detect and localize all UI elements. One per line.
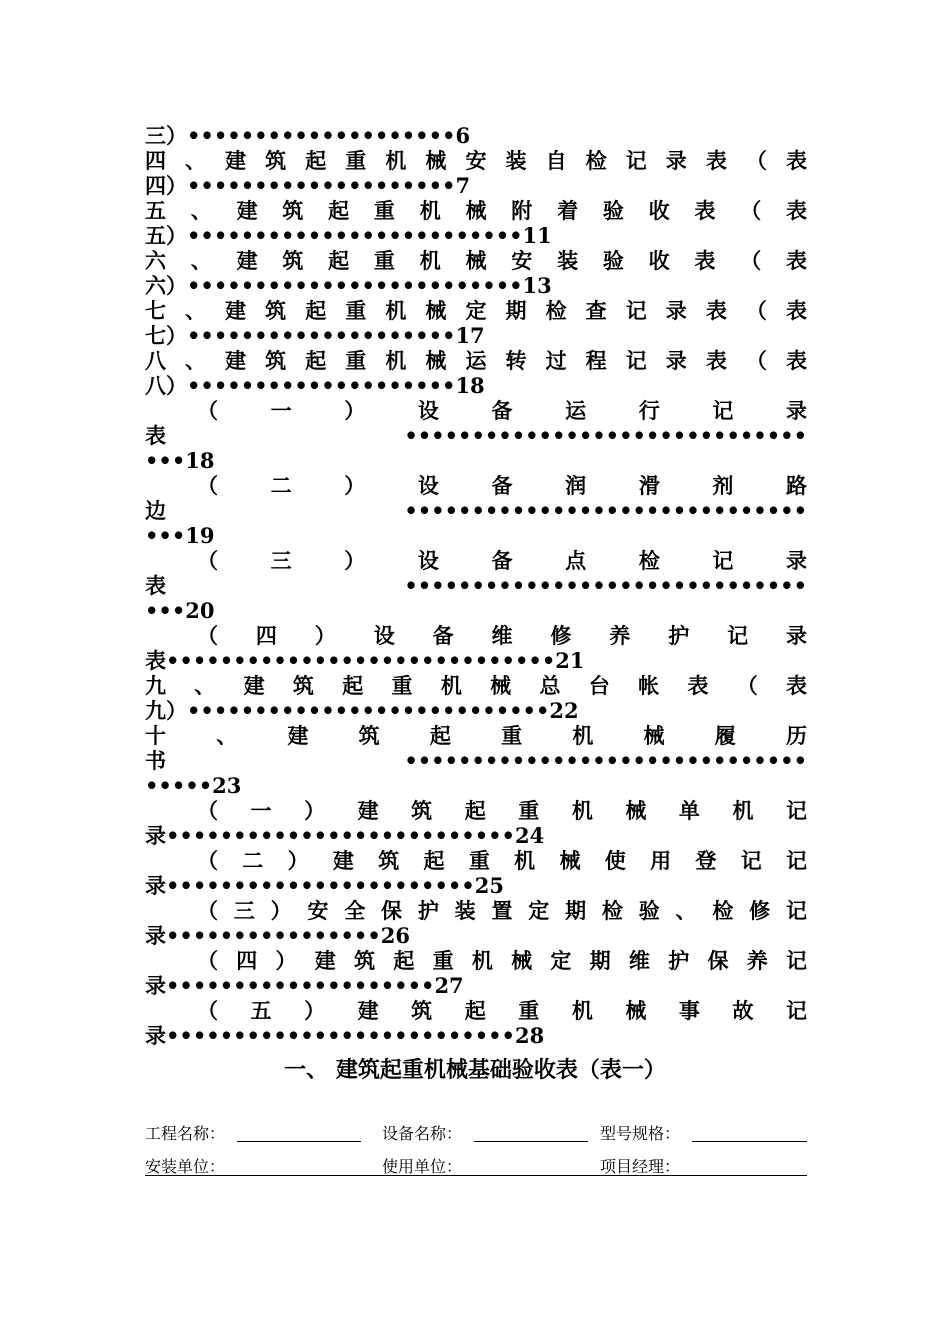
toc-line: 书 ••••••••••••••••••••••••••••••: [145, 748, 807, 773]
toc-line: 九 、 建 筑 起 重 机 械 总 台 帐 表 （ 表: [145, 673, 807, 698]
model-spec-field[interactable]: [692, 1141, 807, 1142]
equipment-name-field[interactable]: [474, 1141, 588, 1142]
toc-line: 表 ••••••••••••••••••••••••••••••: [145, 573, 807, 598]
toc-line: 十 、 建 筑 起 重 机 械 履 历: [145, 723, 807, 748]
toc-line: •••••23: [145, 773, 242, 798]
toc-line: 表•••••••••••••••••••••••••••••21: [145, 648, 585, 673]
toc-line: 九）•••••••••••••••••••••••••••22: [145, 698, 579, 723]
toc-line: •••18: [145, 448, 215, 473]
toc-line: （ 一 ） 建 筑 起 重 机 械 单 机 记: [197, 798, 807, 823]
toc-line: •••20: [145, 598, 215, 623]
section-title: 一、 建筑起重机械基础验收表（表一）: [284, 1058, 666, 1083]
toc-line: （ 一 ） 设 备 运 行 记 录: [197, 398, 807, 423]
toc-line: （ 五 ） 建 筑 起 重 机 械 事 故 记: [197, 998, 807, 1023]
toc-line: 六）•••••••••••••••••••••••••13: [145, 273, 552, 298]
toc-line: （ 二 ） 设 备 润 滑 剂 路: [197, 473, 807, 498]
toc-line: 边 ••••••••••••••••••••••••••••••: [145, 498, 807, 523]
form-row-1: [145, 1122, 807, 1146]
toc-line: 七 、 建 筑 起 重 机 械 定 期 检 查 记 录 表 （ 表: [145, 298, 807, 323]
toc-line: 八）••••••••••••••••••••18: [145, 373, 485, 398]
use-unit-label: 使用单位：: [382, 1157, 463, 1176]
toc-line: 四 、 建 筑 起 重 机 械 安 装 自 检 记 录 表 （ 表: [145, 148, 807, 173]
toc-line: 七）••••••••••••••••••••17: [145, 323, 485, 348]
toc-line: 录••••••••••••••••••••27: [145, 973, 464, 998]
toc-line: 录••••••••••••••••••••••••••28: [145, 1023, 545, 1048]
toc-line: 五）•••••••••••••••••••••••••11: [145, 223, 552, 248]
toc-line: 三）••••••••••••••••••••6: [145, 123, 471, 148]
toc-line: 录••••••••••••••••26: [145, 923, 410, 948]
toc-line: •••19: [145, 523, 215, 548]
toc-line: （ 三 ） 安 全 保 护 装 置 定 期 检 验 、 检 修 记: [197, 898, 807, 923]
equipment-name-label: 设备名称：: [382, 1124, 463, 1143]
toc-line: （ 四 ） 建 筑 起 重 机 械 定 期 维 护 保 养 记: [197, 948, 807, 973]
form-row-2-underline[interactable]: [145, 1175, 807, 1176]
toc-line: 表 ••••••••••••••••••••••••••••••: [145, 423, 807, 448]
toc-line: 录•••••••••••••••••••••••25: [145, 873, 504, 898]
toc-line: 五 、 建 筑 起 重 机 械 附 着 验 收 表 （ 表: [145, 198, 807, 223]
project-manager-label: 项目经理：: [600, 1157, 681, 1176]
model-spec-label: 型号规格：: [600, 1124, 681, 1143]
toc-line: 六 、 建 筑 起 重 机 械 安 装 验 收 表 （ 表: [145, 248, 807, 273]
toc-line: （ 四 ） 设 备 维 修 养 护 记 录: [197, 623, 807, 648]
toc-line: 录••••••••••••••••••••••••••24: [145, 823, 545, 848]
project-name-field[interactable]: [237, 1141, 361, 1142]
toc-line: （ 二 ） 建 筑 起 重 机 械 使 用 登 记 记: [197, 848, 807, 873]
toc-line: （ 三 ） 设 备 点 检 记 录: [197, 548, 807, 573]
toc-line: 八 、 建 筑 起 重 机 械 运 转 过 程 记 录 表 （ 表: [145, 348, 807, 373]
install-unit-label: 安装单位：: [145, 1157, 226, 1176]
toc-line: 四）••••••••••••••••••••7: [145, 173, 471, 198]
project-name-label: 工程名称：: [145, 1124, 226, 1143]
